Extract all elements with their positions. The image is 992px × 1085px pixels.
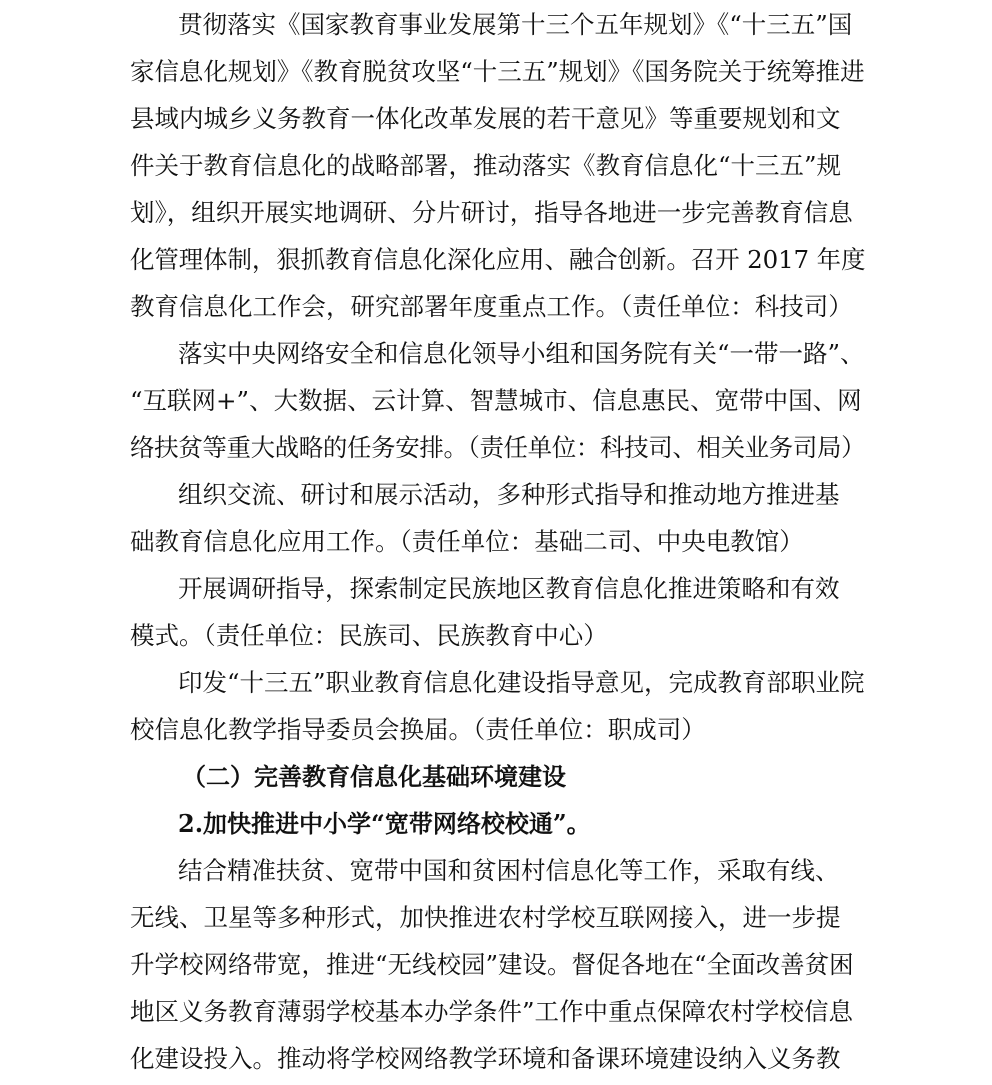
text-line: 化建设投入。推动将学校网络教学环境和备课环境建设纳入义务教: [130, 1044, 841, 1073]
text-line: 化管理体制，狠抓教育信息化深化应用、融合创新。召开 2017 年度: [130, 245, 865, 274]
text-line: 划》，组织开展实地调研、分片研讨，指导各地进一步完善教育信息: [130, 198, 853, 227]
text-line: 结合精准扶贫、宽带中国和贫困村信息化等工作，采取有线、: [178, 856, 840, 885]
text-line: 家信息化规划》《教育脱贫攻坚“十三五”规划》《国务院关于统筹推进: [130, 57, 865, 86]
text-line: 组织交流、研讨和展示活动，多种形式指导和推动地方推进基: [178, 480, 840, 509]
section-heading: （二）完善教育信息化基础环境建设: [182, 762, 566, 791]
text-line: 落实中央网络安全和信息化领导小组和国务院有关“一带一路”、: [178, 339, 865, 368]
text-line: 件关于教育信息化的战略部署，推动落实《教育信息化“十三五”规: [130, 151, 842, 180]
text-line: “互联网+”、大数据、云计算、智慧城市、信息惠民、宽带中国、网: [130, 386, 862, 415]
text-line: 校信息化教学指导委员会换届。（责任单位：职成司）: [130, 715, 706, 744]
text-line: 础教育信息化应用工作。（责任单位：基础二司、中央电教馆）: [130, 527, 804, 556]
text-line: 无线、卫星等多种形式，加快推进农村学校互联网接入，进一步提: [130, 903, 841, 932]
text-line: 印发“十三五”职业教育信息化建设指导意见，完成教育部职业院: [178, 668, 865, 697]
item-heading: 2.加快推进中小学“宽带网络校校通”。: [178, 809, 591, 838]
text-line: 地区义务教育薄弱学校基本办学条件”工作中重点保障农村学校信息: [130, 997, 854, 1026]
text-line: 升学校网络带宽，推进“无线校园”建设。督促各地在“全面改善贫困: [130, 950, 854, 979]
text-line: 络扶贫等重大战略的任务安排。（责任单位：科技司、相关业务司局）: [130, 433, 865, 462]
text-line: 贯彻落实《国家教育事业发展第十三个五年规划》《“十三五”国: [178, 10, 853, 39]
text-line: 模式。（责任单位：民族司、民族教育中心）: [130, 621, 608, 650]
text-line: 县域内城乡义务教育一体化改革发展的若干意见》等重要规划和文: [130, 104, 841, 133]
text-line: 教育信息化工作会，研究部署年度重点工作。（责任单位：科技司）: [130, 292, 853, 321]
text-line: 开展调研指导，探索制定民族地区教育信息化推进策略和有效: [178, 574, 840, 603]
